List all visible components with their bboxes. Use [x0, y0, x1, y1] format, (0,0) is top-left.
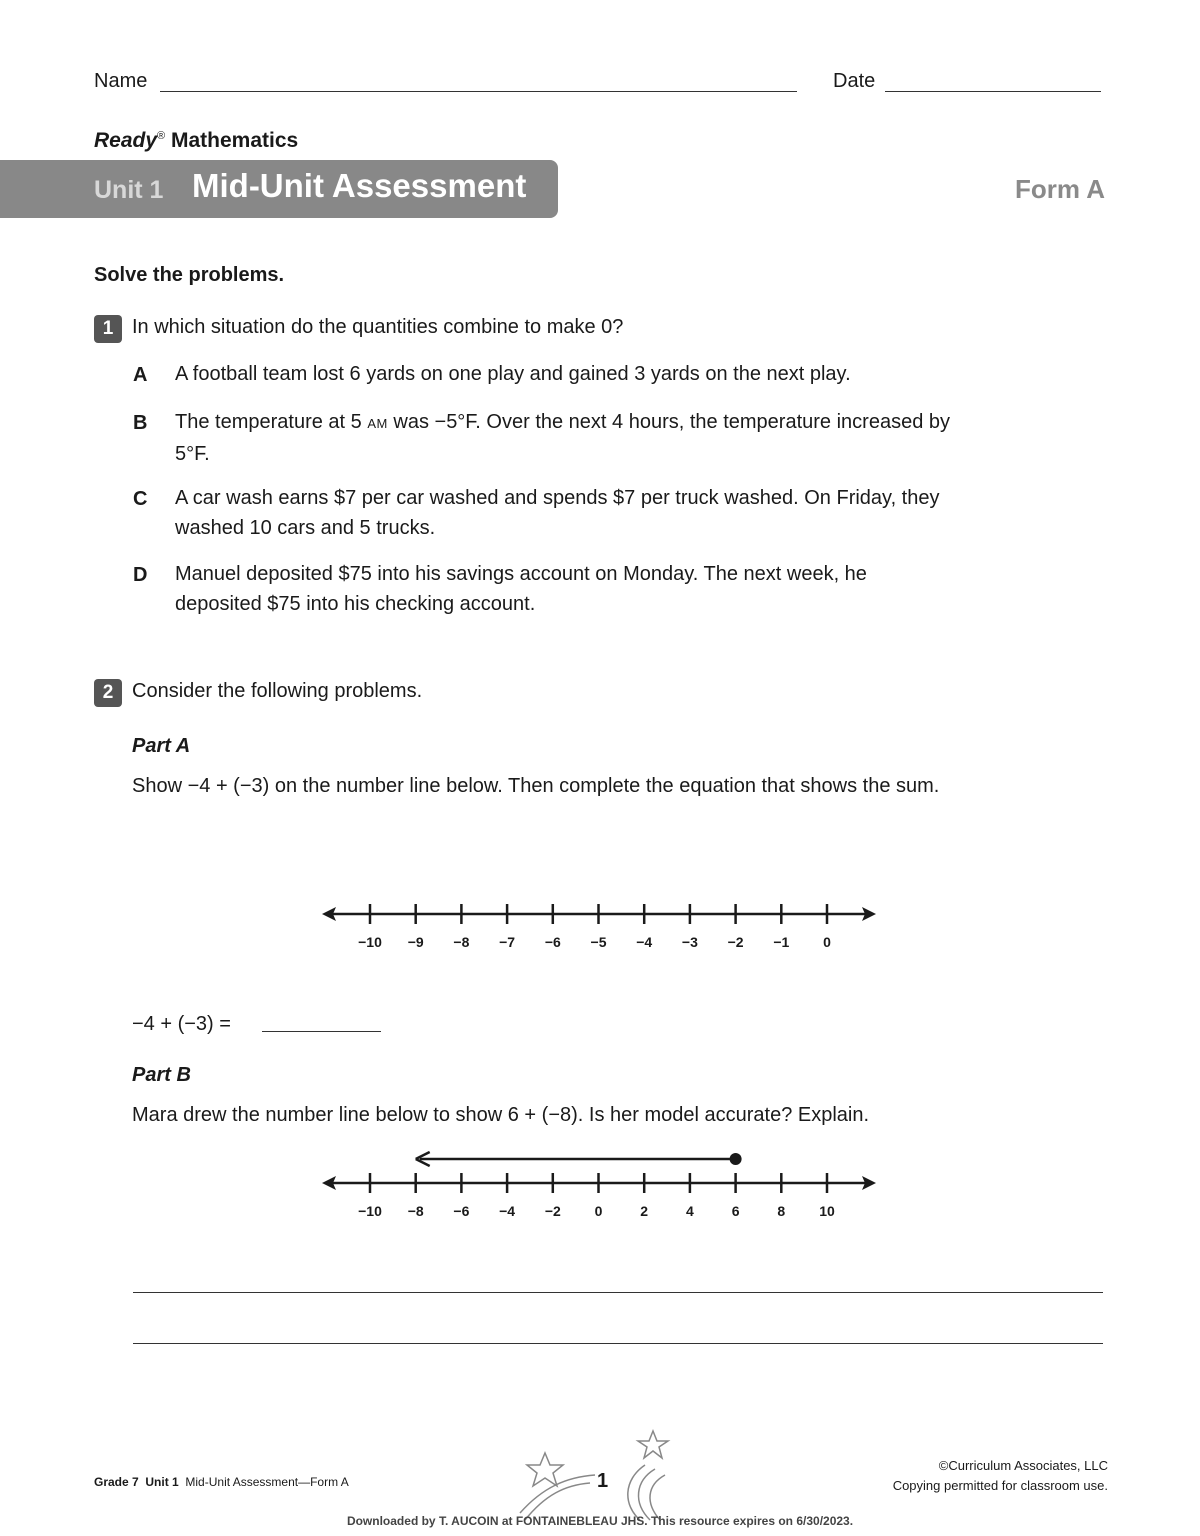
- number-line-a-tick-label: −4: [636, 934, 653, 950]
- stars-logo-icon: [505, 1425, 685, 1525]
- download-note: Downloaded by T. AUCOIN at FONTAINEBLEAU JHS. This resource expires on 6/30/2023.: [346, 1514, 854, 1528]
- number-line-b-tick-label: −2: [544, 1203, 561, 1219]
- page-title: Mid-Unit Assessment: [192, 167, 527, 204]
- number-line-b-tick-label: −4: [499, 1203, 516, 1219]
- name-field[interactable]: [160, 91, 797, 92]
- number-line-a-tick-label: −3: [681, 934, 698, 950]
- option-c-text[interactable]: A car wash earns $7 per car washed and spends $7 per truck washed. On Friday, they washed 10 cars and 5 trucks.: [175, 487, 940, 539]
- option-b-text[interactable]: [175, 407, 955, 469]
- footer-permission: Copying permitted for classroom use.: [892, 1478, 1108, 1493]
- number-line-b-tick-label: 0: [594, 1203, 603, 1219]
- number-line-b-tick-label: −6: [453, 1203, 470, 1219]
- number-line-b-tick-label: −10: [358, 1203, 382, 1219]
- name-label: Name: [94, 70, 148, 92]
- number-line-a-tick-label: −1: [773, 934, 790, 950]
- number-line-a-group: [322, 904, 876, 950]
- instructions: Solve the problems.: [94, 264, 285, 286]
- number-line-b-tick-label: 10: [819, 1203, 835, 1219]
- footer-copyright: ©Curriculum Associates, LLC: [938, 1458, 1108, 1473]
- number-line-b-start-point: [730, 1153, 742, 1165]
- option-d-text[interactable]: Manuel deposited $75 into his savings account on Monday. The next week, he deposited $75 into his checking account.: [175, 563, 867, 615]
- number-line-b-tick-label: 4: [686, 1203, 694, 1219]
- footer-unit: Unit 1: [145, 1475, 179, 1489]
- question-2-number: 2: [94, 679, 122, 707]
- part-b-text: Mara drew the number line below to show 6 + (−8). Is her model accurate? Explain.: [132, 1104, 870, 1126]
- question-2-prompt: Consider the following problems.: [132, 680, 423, 702]
- brand-subject: Mathematics: [170, 129, 299, 152]
- number-line-a-tick-label: −7: [499, 934, 516, 950]
- brand-title: [94, 129, 298, 153]
- footer-copyright-block: [893, 1456, 1108, 1496]
- number-line-a-tick-label: −5: [590, 934, 607, 950]
- number-line-a-tick-label: −8: [453, 934, 470, 950]
- answer-line-1[interactable]: [133, 1292, 1103, 1293]
- part-a-text: Show −4 + (−3) on the number line below. Then complete the equation that shows the sum.: [132, 775, 940, 797]
- number-line-a-tick-label: −9: [407, 934, 424, 950]
- number-line-a-tick-label: −2: [727, 934, 744, 950]
- number-line-b-group: [322, 1152, 876, 1219]
- option-a-letter[interactable]: A: [133, 364, 148, 386]
- number-line-b-tick-label: 8: [777, 1203, 786, 1219]
- number-line-a-tick-label: 0: [823, 934, 831, 950]
- option-b-letter[interactable]: B: [133, 412, 148, 434]
- part-a-label: Part A: [132, 735, 191, 757]
- option-b-text-after: was −5°F. Over the next 4 hours, the temperature increased by 5°F.: [175, 411, 951, 465]
- footer-grade: Grade 7: [94, 1475, 139, 1489]
- number-line-b-tick-label: 6: [731, 1203, 740, 1219]
- option-a-text[interactable]: A football team lost 6 yards on one play and gained 3 yards on the next play.: [175, 363, 851, 385]
- option-c-letter[interactable]: C: [133, 488, 148, 510]
- question-1-prompt: In which situation do the quantities combine to make 0?: [132, 316, 624, 338]
- question-1-number: 1: [94, 315, 122, 343]
- brand-series: Ready: [94, 129, 158, 152]
- part-b-label: Part B: [132, 1064, 191, 1086]
- number-line-b-tick-label: −8: [407, 1203, 424, 1219]
- footer-doc-title: Mid-Unit Assessment—Form A: [185, 1475, 349, 1489]
- number-line-b-tick-label: 2: [640, 1203, 649, 1219]
- option-b-text-before: The temperature at 5: [175, 411, 368, 433]
- number-line-b: [310, 1145, 890, 1225]
- number-line-a-tick-label: −6: [544, 934, 561, 950]
- form-label: Form A: [1014, 174, 1105, 204]
- page-number: 1: [597, 1470, 609, 1492]
- date-label: Date: [833, 70, 876, 92]
- date-field[interactable]: [885, 91, 1101, 92]
- option-d-letter[interactable]: D: [133, 564, 148, 586]
- registered-mark: ®: [157, 130, 166, 142]
- option-b-am: AM: [367, 416, 388, 431]
- part-a-answer-blank[interactable]: [262, 1031, 381, 1032]
- unit-label: Unit 1: [94, 176, 164, 204]
- answer-line-2[interactable]: [133, 1343, 1103, 1344]
- part-a-equation: −4 + (−3) =: [132, 1013, 231, 1035]
- number-line-a-tick-label: −10: [358, 934, 382, 950]
- number-line-a[interactable]: [310, 890, 890, 960]
- footer-document-info: [94, 1475, 349, 1489]
